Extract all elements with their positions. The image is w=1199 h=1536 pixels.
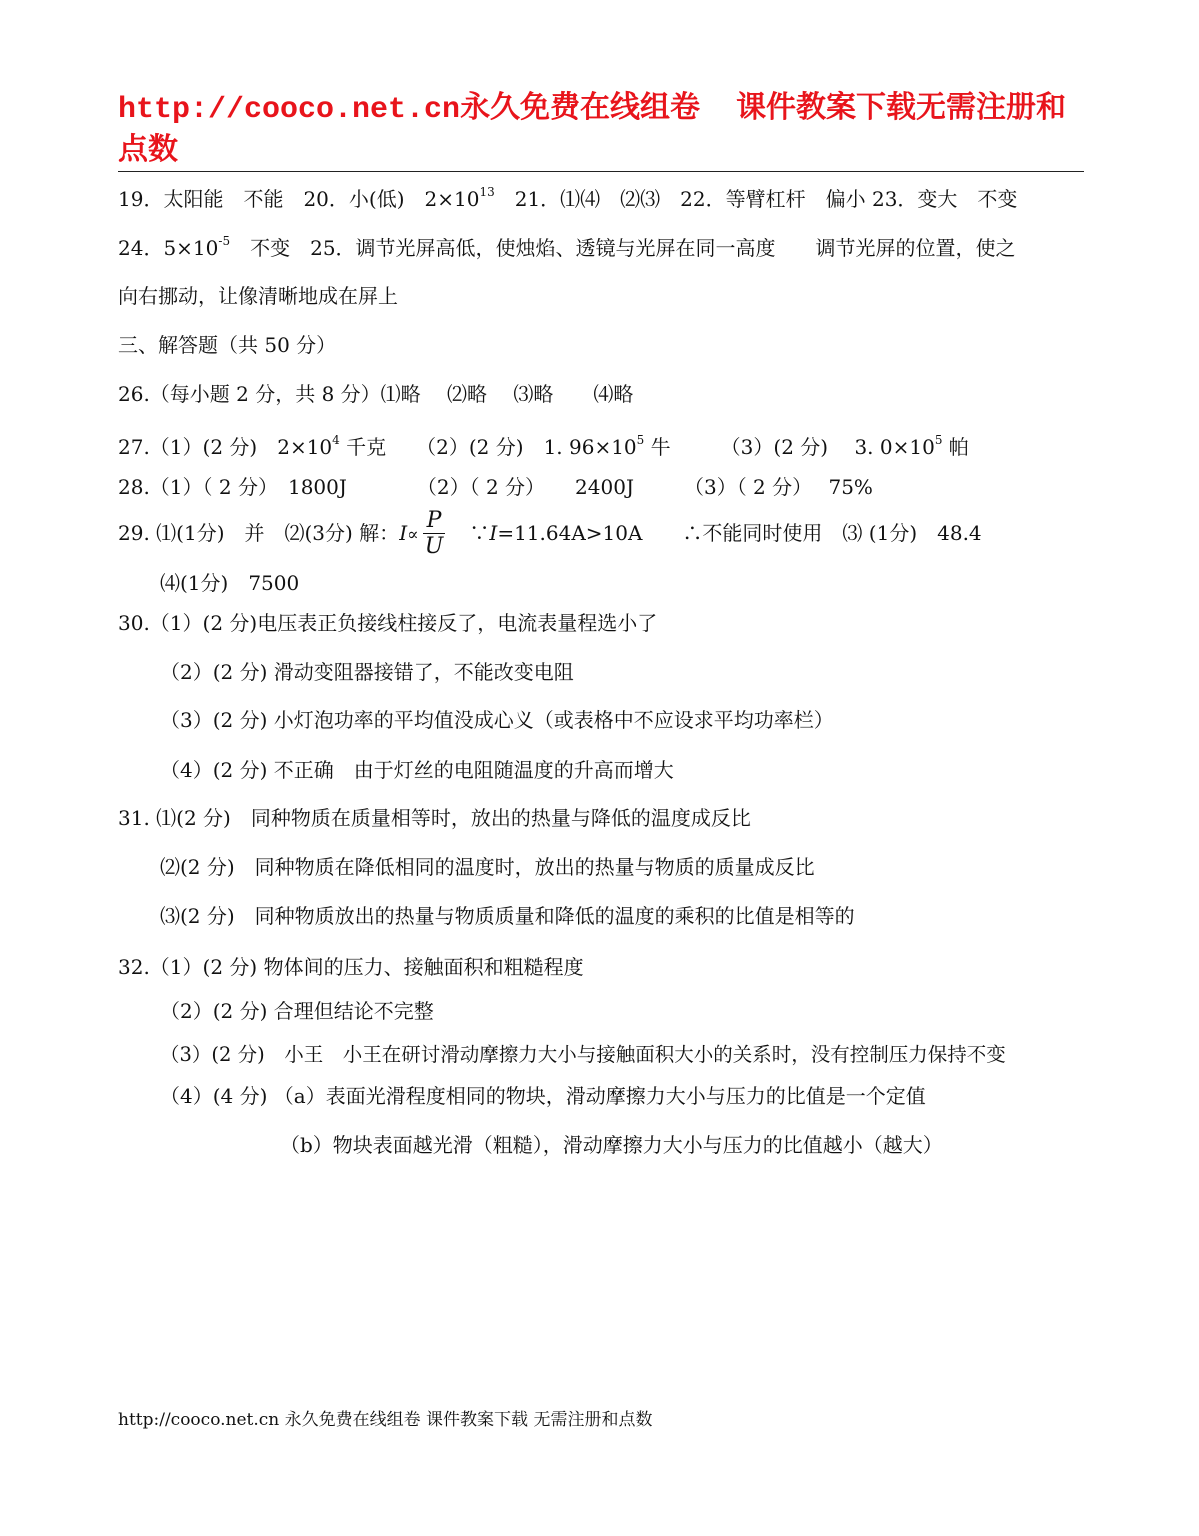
superscript: 5 — [636, 433, 645, 448]
answer-line-27 — [118, 434, 969, 460]
answer-line-30-3 — [160, 707, 834, 733]
answer-line-24-cont — [118, 283, 398, 309]
section-heading — [118, 332, 336, 358]
answer-text: 帕 — [942, 435, 969, 459]
fraction-numerator: P — [423, 509, 446, 534]
fraction-denominator: U — [424, 534, 444, 559]
answer-line-30-1 — [118, 610, 657, 636]
superscript: 13 — [479, 185, 495, 200]
answer-text: ⑵(2 分) 同种物质在降低相同的温度时，放出的热量与物质的质量成反比 — [160, 855, 815, 879]
answer-text: （b）物块表面越光滑（粗糙），滑动摩擦力大小与压力的比值越小（越大） — [280, 1133, 943, 1157]
answer-text: 28.（1）（ 2 分） 1800J （2）（ 2 分） 2400J （3）（ 2 分） 75% — [118, 475, 873, 499]
answer-text: （2）(2 分) 滑动变阻器接错了，不能改变电阻 — [160, 660, 574, 684]
answer-line-32-5 — [280, 1132, 943, 1158]
answer-line-28 — [118, 474, 873, 500]
answer-text: 千克 （2）(2 分) 1. 96×10 — [339, 435, 637, 459]
answer-text: =11.64A>10A ∴不能同时使用 ⑶ (1分) 48.4 — [497, 521, 982, 545]
answer-line-19 — [118, 186, 1017, 212]
answer-text: ∵ — [449, 521, 490, 545]
header-divider — [118, 171, 1084, 172]
superscript: 5 — [934, 433, 943, 448]
answer-line-30-4 — [160, 757, 674, 783]
answer-text: ⑷(1分) 7500 — [160, 571, 300, 595]
answer-line-31-3 — [160, 903, 855, 929]
answer-text: 32.（1）(2 分) 物体间的压力、接触面积和粗糙程度 — [118, 955, 584, 979]
answer-line-31-1 — [118, 805, 751, 831]
section-title: 三、解答题（共 50 分） — [118, 333, 337, 357]
page-header — [118, 88, 1084, 170]
answer-text: （4）(2 分) 不正确 由于灯丝的电阻随温度的升高而增大 — [160, 758, 674, 782]
answer-line-32-2 — [160, 998, 434, 1024]
answer-text: 29. ⑴(1分) 并 ⑵(3分) 解： — [118, 521, 400, 545]
answer-line-31-2 — [160, 854, 815, 880]
answer-text: 27.（1）(2 分) 2×10 — [118, 435, 333, 459]
header-title-part2: 课件教案下载无需注册和点数 — [118, 90, 1067, 167]
header-title-part1: 永久免费在线组卷 — [460, 90, 701, 125]
answer-line-32-1 — [118, 954, 584, 980]
answer-line-24 — [118, 235, 1016, 261]
answer-text: （4）(4 分) （a）表面光滑程度相同的物块，滑动摩擦力大小与压力的比值是一个定值 — [160, 1084, 926, 1108]
answer-line-30-2 — [160, 659, 574, 685]
formula-current: I — [399, 521, 408, 545]
answer-text: （3）(2 分) 小王 小王在研讨滑动摩擦力大小与接触面积大小的关系时，没有控制压力保持不变 — [160, 1043, 1006, 1066]
page-footer — [118, 1409, 652, 1431]
answer-line-32-4 — [160, 1083, 926, 1109]
answer-text: 19．太阳能 不能 20．小(低) 2×10 — [118, 187, 480, 211]
formula-fraction — [423, 509, 446, 560]
answer-text: 21．⑴⑷ ⑵⑶ 22．等臂杠杆 偏小 23．变大 不变 — [494, 187, 1018, 211]
answer-text: 30.（1）(2 分)电压表正负接线柱接反了，电流表量程选小了 — [118, 611, 658, 635]
answer-text: ⑶(2 分) 同种物质放出的热量与物质质量和降低的温度的乘积的比值是相等的 — [160, 904, 855, 928]
answer-line-26 — [118, 381, 633, 407]
answer-text: 31. ⑴(2 分) 同种物质在质量相等时，放出的热量与降低的温度成反比 — [118, 806, 751, 830]
superscript: -5 — [218, 234, 231, 249]
answer-text: （3）(2 分) 小灯泡功率的平均值没成心义（或表格中不应设求平均功率栏） — [160, 708, 834, 732]
answer-text: （2）(2 分) 合理但结论不完整 — [160, 999, 434, 1023]
answer-line-29 — [118, 505, 982, 563]
formula-current: I — [489, 521, 498, 545]
footer-text: http://cooco.net.cn 永久免费在线组卷 课件教案下载 无需注册和点数 — [118, 1410, 653, 1430]
answer-line-32-3 — [160, 1042, 1006, 1068]
answer-text: 不变 25．调节光屏高低，使烛焰、透镜与光屏在同一高度 调节光屏的位置，使之 — [230, 236, 1016, 260]
answer-text: 向右挪动，让像清晰地成在屏上 — [118, 284, 398, 308]
proportional-symbol: ∝ — [407, 525, 419, 545]
answer-line-29-cont — [160, 570, 299, 596]
header-url-link[interactable]: http://cooco.net.cn — [118, 93, 461, 127]
answer-text: 24．5×10 — [118, 236, 219, 260]
answer-text: 26.（每小题 2 分，共 8 分）⑴略 ⑵略 ⑶略 ⑷略 — [118, 382, 634, 406]
answer-text: 牛 （3）(2 分) 3. 0×10 — [644, 435, 935, 459]
superscript: 4 — [332, 433, 340, 448]
